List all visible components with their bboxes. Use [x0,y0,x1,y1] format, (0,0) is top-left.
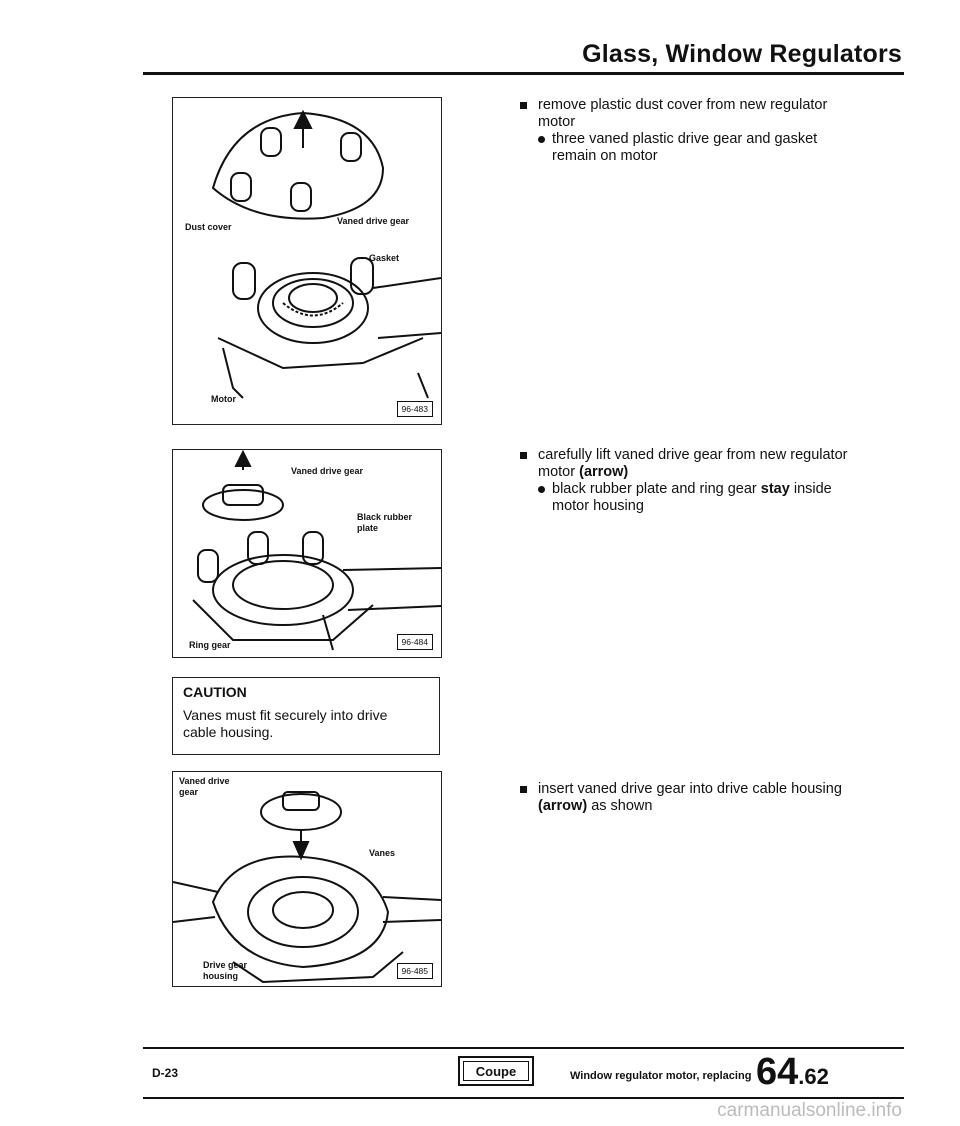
figure-ring-gear [172,449,442,658]
label-gasket: Gasket [369,253,400,263]
watermark: carmanualsonline.info [717,1100,902,1121]
label-dust-cover: Dust cover [185,222,232,232]
label-motor: Motor [211,394,236,404]
label-vaned-drive-gear: Vaned drive gear [337,216,410,226]
bullet-square [520,786,527,793]
step-2-sub-end: inside motor housing [552,481,832,514]
caution-title: CAUTION [183,684,247,700]
coupe-badge-label: Coupe [463,1061,529,1081]
step-1-main: remove plastic dust cover from new regulator motor [538,97,828,130]
step-2-sub: black rubber plate and ring gear [552,481,757,497]
footer-caption: Window regulator motor, replacing [570,1070,752,1082]
figure-number: 96-484 [397,634,433,650]
section-number-minor: .62 [798,1064,829,1089]
step-1-sub: three vaned plastic drive gear and gasket remain on motor [552,131,818,164]
figure-number: 96-485 [397,963,433,979]
coupe-badge [458,1056,534,1086]
label-vanes: Vanes [369,848,396,858]
step-3-arrow-ref: (arrow) [538,798,588,814]
header-divider [143,72,904,75]
step-2-stay: stay [760,481,790,497]
label-vaned-drive-gear: Vaned drive gear [291,466,364,476]
section-number [756,1052,829,1097]
page-title: Glass, Window Regulators [582,40,902,68]
step-3-main-end: as shown [591,798,653,814]
motor-dust-cover-illustration [173,98,441,424]
label-vaned-drive-gear: Vaned drive gear [179,776,230,797]
step-2 [520,447,850,515]
page-code: D-23 [152,1066,179,1080]
ring-gear-illustration [173,450,441,657]
step-1 [520,97,850,165]
step-2-main: carefully lift vaned drive gear from new regulator motor [538,447,848,480]
figure-number: 96-483 [397,401,433,417]
figure-dust-cover [172,97,442,425]
label-black-rubber-plate: Black rubber plate [357,512,413,533]
footer-divider [143,1047,904,1049]
bullet-square [520,452,527,459]
step-3 [520,781,850,815]
drive-gear-housing-illustration [173,772,441,986]
step-3-main: insert vaned drive gear into drive cable housing [538,781,842,797]
label-drive-gear-housing: Drive gear housing [203,960,248,981]
bullet-dot [538,136,545,143]
step-2-arrow-ref: (arrow) [579,464,629,480]
footer-divider-bottom [143,1097,904,1099]
bullet-dot [538,486,545,493]
section-number-major: 64 [756,1051,799,1093]
bullet-square [520,102,527,109]
label-ring-gear: Ring gear [189,640,231,650]
figure-drive-gear-housing [172,771,442,987]
caution-box [172,677,440,755]
caution-text: Vanes must fit securely into drive cable housing. [183,707,388,740]
